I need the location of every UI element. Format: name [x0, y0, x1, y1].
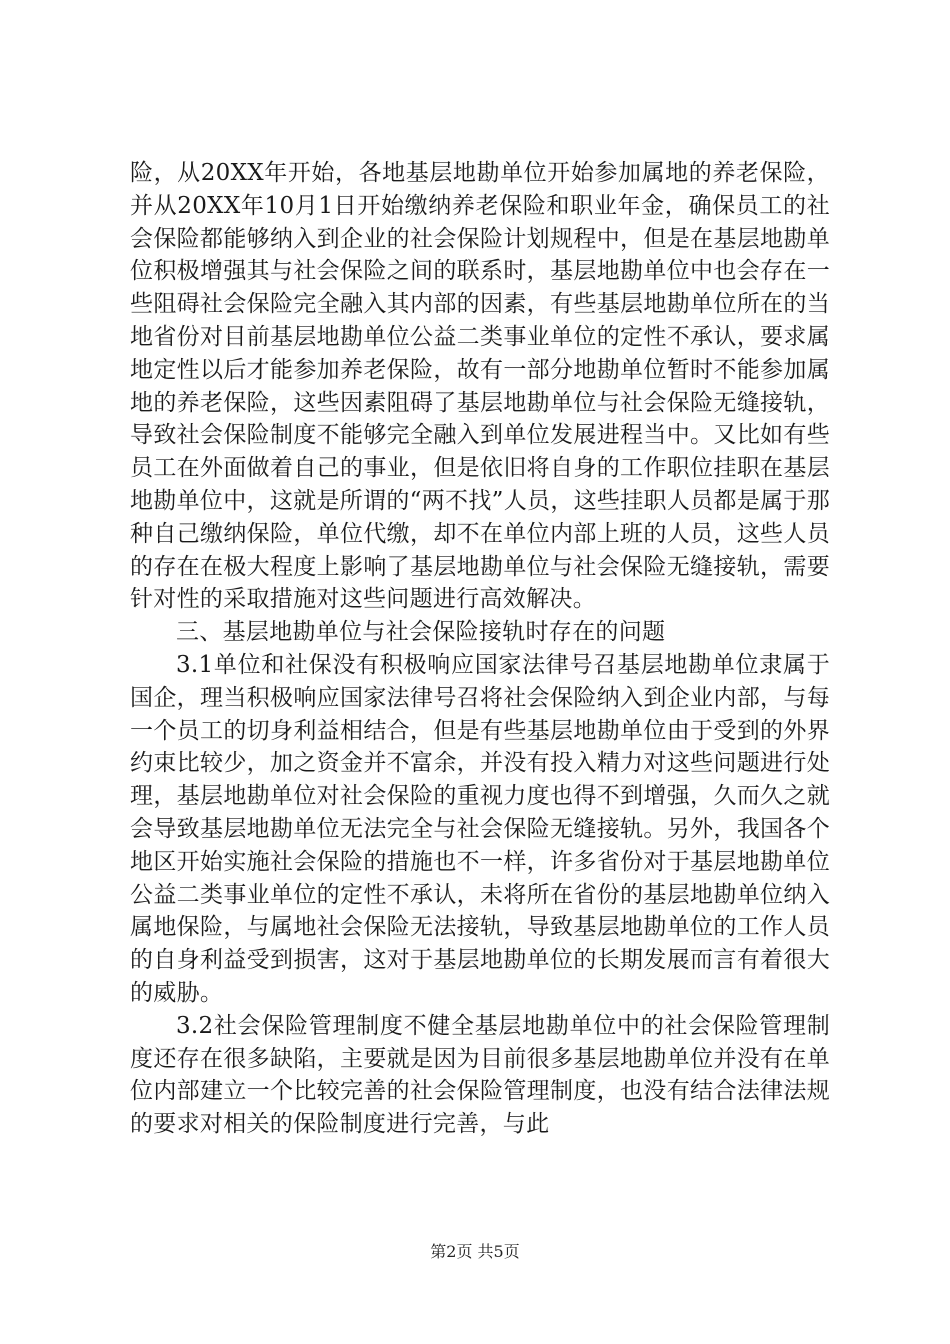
document-body [130, 157, 830, 1141]
section-heading-3: 三、基层地勘单位与社会保险接轨时存在的问题 [176, 619, 666, 646]
page-number-footer: 第2页 共5页 [430, 1242, 520, 1261]
paragraph-continued: 险，从20XX年开始，各地基层地勘单位开始参加属地的养老保险，并从20XX年10月1日开始缴纳养老保险和职业年金，确保员工的社会保险都能够纳入到企业的社会保险计划规程中，但是在基层地勘单位积极增强其与社会保险之间的联系时，基层地勘单位中也会存在一些阻碍社会保险完全融入其内部的因素，有些基层地勘单位所在的当地省份对目前基层地勘单位公益二类事业单位的定性不承认，要求属地定性以后才能参加养老保险，故有一部分地勘单位暂时不能参加属地的养老保险，这些因素阻碍了基层地勘单位与社会保险无缝接轨，导致社会保险制度不能够完全融入到单位发展进程当中。又比如有些员工在外面做着自己的事业，但是依旧将自身的工作职位挂职在基层地勘单位中，这就是所谓的“两不找”人员，这些挂职人员都是属于那种自己缴纳保险，单位代缴，却不在单位内部上班的人员，这些人员的存在在极大程度上影响了基层地勘单位与社会保险无缝接轨，需要针对性的采取措施对这些问题进行高效解决。 [130, 160, 830, 613]
paragraph-3-2: 3.2社会保险管理制度不健全基层地勘单位中的社会保险管理制度还存在很多缺陷，主要就是因为目前很多基层地勘单位并没有在单位内部建立一个比较完善的社会保险管理制度，也没有结合法律法规的要求对相关的保险制度进行完善，与此 [130, 1012, 830, 1138]
paragraph-3-1: 3.1单位和社保没有积极响应国家法律号召基层地勘单位隶属于国企，理当积极响应国家法律号召将社会保险纳入到企业内部，与每一个员工的切身利益相结合，但是有些基层地勘单位由于受到的外界约束比较少，加之资金并不富余，并没有投入精力对这些问题进行处理，基层地勘单位对社会保险的重视力度也得不到增强，久而久之就会导致基层地勘单位无法完全与社会保险无缝接轨。另外，我国各个地区开始实施社会保险的措施也不一样，许多省份对于基层地勘单位公益二类事业单位的定性不承认，未将所在省份的基层地勘单位纳入属地保险，与属地社会保险无法接轨，导致基层地勘单位的工作人员的自身利益受到损害，这对于基层地勘单位的长期发展而言有着很大的威胁。 [130, 651, 830, 1006]
